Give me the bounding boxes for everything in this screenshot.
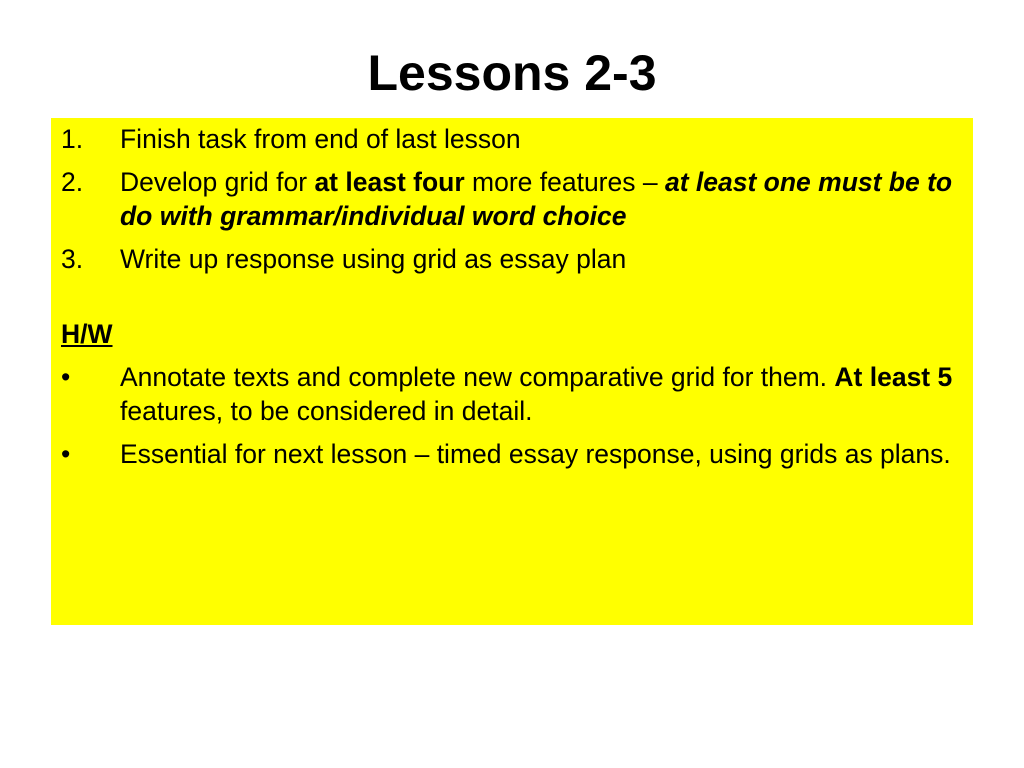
content-box	[51, 118, 973, 625]
task-text: Write up response using grid as essay plan	[120, 244, 627, 274]
list-number: 1.	[61, 124, 84, 154]
task-text-part: Develop grid for	[120, 167, 315, 197]
homework-item-1	[61, 360, 959, 428]
task-text	[120, 165, 959, 233]
task-list	[61, 122, 959, 276]
task-emphasis: at least four	[314, 167, 465, 197]
homework-emphasis: At least 5	[834, 362, 953, 392]
bullet: •	[61, 439, 71, 469]
task-text: Finish task from end of last lesson	[120, 124, 521, 154]
homework-text: Essential for next lesson – timed essay response, using grids as plans.	[120, 439, 951, 469]
homework-heading: H/W	[61, 319, 113, 349]
homework-text-part: features, to be considered in detail.	[120, 396, 533, 426]
slide-title: Lessons 2-3	[367, 45, 657, 101]
task-strong-emphasis: at least one must be to do with grammar/individual word choice	[120, 167, 953, 231]
task-item-1	[61, 122, 959, 156]
homework-list	[61, 360, 959, 471]
section-spacer	[61, 285, 959, 317]
homework-text	[120, 360, 959, 428]
task-item-2	[61, 165, 959, 233]
list-number: 2.	[61, 167, 84, 197]
bullet: •	[61, 362, 71, 392]
task-item-3	[61, 242, 959, 276]
homework-text-part: Annotate texts and complete new comparative grid for them.	[120, 362, 835, 392]
task-text-part: more features –	[464, 167, 665, 197]
list-number: 3.	[61, 244, 84, 274]
homework-item-2	[61, 437, 959, 471]
